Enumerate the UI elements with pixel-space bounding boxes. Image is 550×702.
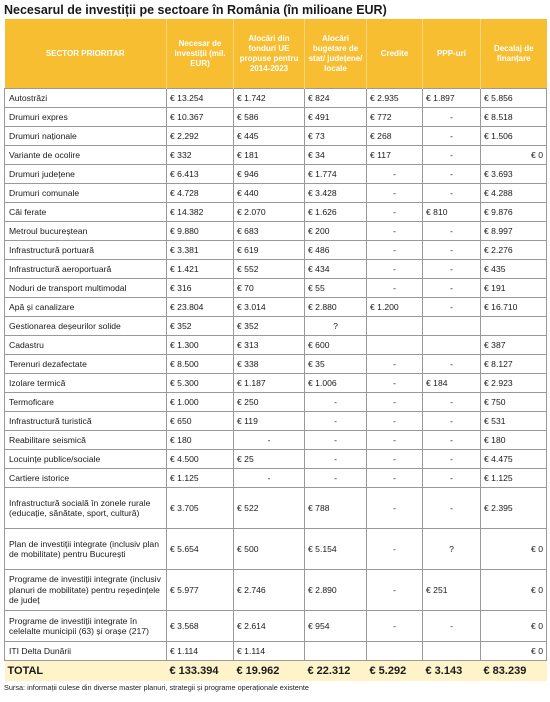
total-necesar: € 133.394: [167, 661, 234, 682]
table-row: [5, 260, 547, 279]
decalaj-cell: € 2.923: [481, 374, 547, 393]
buget-cell: € 824: [305, 89, 367, 108]
ue-cell: € 119: [234, 412, 305, 431]
buget-cell: € 788: [305, 488, 367, 529]
sector-cell: Programe de investiții integrate (inclusiv planuri de mobilitate) pentru reședințele de județ: [5, 570, 167, 611]
necesar-cell: € 3.705: [167, 488, 234, 529]
source-note: Sursa: informații culese din diverse master planuri, strategii și programe operaționale existente: [4, 683, 309, 692]
necesar-cell: € 650: [167, 412, 234, 431]
ppp-cell: -: [423, 412, 481, 431]
sector-cell: Locuințe publice/sociale: [5, 450, 167, 469]
header-buget: Alocări bugetare de stat/ județene/ locale: [305, 19, 367, 89]
credite-cell: -: [367, 412, 423, 431]
ppp-cell: -: [423, 108, 481, 127]
sector-cell: Infrastructură aeroportuară: [5, 260, 167, 279]
credite-cell: -: [367, 570, 423, 611]
decalaj-cell: € 0: [481, 611, 547, 642]
necesar-cell: € 14.382: [167, 203, 234, 222]
ue-cell: € 619: [234, 241, 305, 260]
sector-cell: Programe de investiții integrate în celelalte municipii (63) și orașe (217): [5, 611, 167, 642]
ue-cell: € 352: [234, 317, 305, 336]
buget-cell: € 2.880: [305, 298, 367, 317]
credite-cell: [367, 336, 423, 355]
ue-cell: € 946: [234, 165, 305, 184]
decalaj-cell: € 180: [481, 431, 547, 450]
necesar-cell: € 1.125: [167, 469, 234, 488]
decalaj-cell: € 9.876: [481, 203, 547, 222]
decalaj-cell: € 750: [481, 393, 547, 412]
table-header-row: [5, 19, 547, 89]
total-label: TOTAL: [5, 661, 167, 682]
ppp-cell: € 1.897: [423, 89, 481, 108]
sector-cell: Cadastru: [5, 336, 167, 355]
buget-cell: € 55: [305, 279, 367, 298]
credite-cell: -: [367, 529, 423, 570]
decalaj-cell: € 4.288: [481, 184, 547, 203]
sector-cell: Apă și canalizare: [5, 298, 167, 317]
investment-table: [4, 19, 547, 681]
credite-cell: -: [367, 260, 423, 279]
table-row: [5, 146, 547, 165]
buget-cell: € 1.774: [305, 165, 367, 184]
credite-cell: -: [367, 431, 423, 450]
decalaj-cell: € 0: [481, 570, 547, 611]
ppp-cell: -: [423, 611, 481, 642]
table-row: [5, 450, 547, 469]
ppp-cell: -: [423, 298, 481, 317]
ppp-cell: [423, 336, 481, 355]
decalaj-cell: € 8.127: [481, 355, 547, 374]
sector-cell: Termoficare: [5, 393, 167, 412]
ppp-cell: ?: [423, 529, 481, 570]
decalaj-cell: € 4.475: [481, 450, 547, 469]
decalaj-cell: € 531: [481, 412, 547, 431]
buget-cell: € 1.006: [305, 374, 367, 393]
necesar-cell: € 13.254: [167, 89, 234, 108]
ppp-cell: -: [423, 241, 481, 260]
ue-cell: € 683: [234, 222, 305, 241]
necesar-cell: € 6.413: [167, 165, 234, 184]
credite-cell: [367, 317, 423, 336]
buget-cell: € 600: [305, 336, 367, 355]
credite-cell: € 268: [367, 127, 423, 146]
buget-cell: € 1.626: [305, 203, 367, 222]
necesar-cell: € 9.880: [167, 222, 234, 241]
decalaj-cell: € 2.395: [481, 488, 547, 529]
table-body: [5, 89, 547, 661]
credite-cell: -: [367, 450, 423, 469]
ppp-cell: -: [423, 469, 481, 488]
necesar-cell: € 1.000: [167, 393, 234, 412]
table-row: [5, 529, 547, 570]
table-row: [5, 203, 547, 222]
buget-cell: € 5.154: [305, 529, 367, 570]
ue-cell: € 522: [234, 488, 305, 529]
ppp-cell: € 810: [423, 203, 481, 222]
table-row: [5, 570, 547, 611]
necesar-cell: € 1.114: [167, 642, 234, 661]
necesar-cell: € 23.804: [167, 298, 234, 317]
sector-cell: Infrastructură socială în zonele rurale (educație, sănătate, sport, cultură): [5, 488, 167, 529]
table-row: [5, 374, 547, 393]
header-necesar: Necesar de investiții (mil. EUR): [167, 19, 234, 89]
necesar-cell: € 8.500: [167, 355, 234, 374]
table-row: [5, 355, 547, 374]
credite-cell: -: [367, 241, 423, 260]
ue-cell: € 1.742: [234, 89, 305, 108]
ppp-cell: -: [423, 165, 481, 184]
ue-cell: € 250: [234, 393, 305, 412]
ue-cell: € 2.070: [234, 203, 305, 222]
decalaj-cell: € 3.693: [481, 165, 547, 184]
decalaj-cell: € 0: [481, 642, 547, 661]
decalaj-cell: € 0: [481, 146, 547, 165]
ppp-cell: -: [423, 260, 481, 279]
ue-cell: € 3.014: [234, 298, 305, 317]
credite-cell: -: [367, 165, 423, 184]
credite-cell: -: [367, 611, 423, 642]
decalaj-cell: € 191: [481, 279, 547, 298]
buget-cell: -: [305, 469, 367, 488]
credite-cell: -: [367, 374, 423, 393]
sector-cell: Izolare termică: [5, 374, 167, 393]
ue-cell: € 500: [234, 529, 305, 570]
buget-cell: € 434: [305, 260, 367, 279]
credite-cell: -: [367, 184, 423, 203]
buget-cell: € 491: [305, 108, 367, 127]
buget-cell: -: [305, 412, 367, 431]
sector-cell: Reabilitare seismică: [5, 431, 167, 450]
table-row: [5, 279, 547, 298]
ppp-cell: -: [423, 222, 481, 241]
credite-cell: -: [367, 279, 423, 298]
table-row: [5, 165, 547, 184]
total-ppp: € 3.143: [423, 661, 481, 682]
ue-cell: € 440: [234, 184, 305, 203]
sector-cell: Drumuri naționale: [5, 127, 167, 146]
table-row: [5, 298, 547, 317]
necesar-cell: € 332: [167, 146, 234, 165]
header-ppp: PPP-uri: [423, 19, 481, 89]
total-buget: € 22.312: [305, 661, 367, 682]
sector-cell: Drumuri comunale: [5, 184, 167, 203]
ue-cell: -: [234, 431, 305, 450]
necesar-cell: € 352: [167, 317, 234, 336]
ue-cell: € 181: [234, 146, 305, 165]
ppp-cell: -: [423, 431, 481, 450]
ue-cell: € 552: [234, 260, 305, 279]
table-row: [5, 241, 547, 260]
table-row: [5, 317, 547, 336]
sector-cell: Căi ferate: [5, 203, 167, 222]
necesar-cell: € 5.654: [167, 529, 234, 570]
decalaj-cell: € 387: [481, 336, 547, 355]
ue-cell: € 1.114: [234, 642, 305, 661]
table-row: [5, 184, 547, 203]
total-row: [5, 661, 547, 682]
decalaj-cell: € 16.710: [481, 298, 547, 317]
buget-cell: € 954: [305, 611, 367, 642]
ppp-cell: -: [423, 184, 481, 203]
necesar-cell: € 180: [167, 431, 234, 450]
necesar-cell: € 5.300: [167, 374, 234, 393]
table-row: [5, 393, 547, 412]
decalaj-cell: € 0: [481, 529, 547, 570]
ppp-cell: -: [423, 127, 481, 146]
sector-cell: Infrastructură portuară: [5, 241, 167, 260]
sector-cell: Drumuri județene: [5, 165, 167, 184]
credite-cell: € 1.200: [367, 298, 423, 317]
necesar-cell: € 2.292: [167, 127, 234, 146]
ppp-cell: [423, 642, 481, 661]
table-row: [5, 412, 547, 431]
buget-cell: -: [305, 450, 367, 469]
buget-cell: -: [305, 431, 367, 450]
necesar-cell: € 5.977: [167, 570, 234, 611]
buget-cell: € 73: [305, 127, 367, 146]
table-row: [5, 108, 547, 127]
credite-cell: -: [367, 488, 423, 529]
total-decalaj: € 83.239: [481, 661, 547, 682]
sector-cell: Infrastructură turistică: [5, 412, 167, 431]
table-row: [5, 488, 547, 529]
necesar-cell: € 3.381: [167, 241, 234, 260]
ue-cell: € 70: [234, 279, 305, 298]
buget-cell: € 3.428: [305, 184, 367, 203]
buget-cell: € 34: [305, 146, 367, 165]
sector-cell: Autostrăzi: [5, 89, 167, 108]
buget-cell: € 486: [305, 241, 367, 260]
sector-cell: Drumuri expres: [5, 108, 167, 127]
sector-cell: Cartiere istorice: [5, 469, 167, 488]
header-decalaj: Decalaj de finanțare: [481, 19, 547, 89]
ppp-cell: [423, 317, 481, 336]
table-row: [5, 336, 547, 355]
buget-cell: € 200: [305, 222, 367, 241]
sector-cell: Gestionarea deșeurilor solide: [5, 317, 167, 336]
buget-cell: -: [305, 393, 367, 412]
ue-cell: € 2.746: [234, 570, 305, 611]
table-row: [5, 222, 547, 241]
ue-cell: € 586: [234, 108, 305, 127]
header-sector: SECTOR PRIORITAR: [5, 19, 167, 89]
ue-cell: € 445: [234, 127, 305, 146]
credite-cell: -: [367, 355, 423, 374]
decalaj-cell: € 1.506: [481, 127, 547, 146]
decalaj-cell: € 8.997: [481, 222, 547, 241]
necesar-cell: € 1.421: [167, 260, 234, 279]
ppp-cell: -: [423, 393, 481, 412]
buget-cell: € 35: [305, 355, 367, 374]
ue-cell: € 2.614: [234, 611, 305, 642]
ue-cell: € 338: [234, 355, 305, 374]
sector-cell: Variante de ocolire: [5, 146, 167, 165]
table-row: [5, 642, 547, 661]
buget-cell: [305, 642, 367, 661]
ppp-cell: -: [423, 279, 481, 298]
decalaj-cell: € 435: [481, 260, 547, 279]
ppp-cell: € 251: [423, 570, 481, 611]
ue-cell: € 25: [234, 450, 305, 469]
sector-cell: Plan de investiții integrate (inclusiv plan de mobilitate) pentru București: [5, 529, 167, 570]
total-ue: € 19.962: [234, 661, 305, 682]
ppp-cell: € 184: [423, 374, 481, 393]
necesar-cell: € 10.367: [167, 108, 234, 127]
credite-cell: € 2.935: [367, 89, 423, 108]
ue-cell: -: [234, 469, 305, 488]
credite-cell: -: [367, 203, 423, 222]
ue-cell: € 1.187: [234, 374, 305, 393]
credite-cell: -: [367, 393, 423, 412]
sector-cell: Noduri de transport multimodal: [5, 279, 167, 298]
table-row: [5, 89, 547, 108]
sector-cell: Metroul bucureștean: [5, 222, 167, 241]
ppp-cell: -: [423, 355, 481, 374]
necesar-cell: € 4.728: [167, 184, 234, 203]
header-credite: Credite: [367, 19, 423, 89]
page-title: Necesarul de investiții pe sectoare în România (în milioane EUR): [4, 3, 387, 17]
total-credite: € 5.292: [367, 661, 423, 682]
sector-cell: Terenuri dezafectate: [5, 355, 167, 374]
ppp-cell: -: [423, 146, 481, 165]
credite-cell: € 117: [367, 146, 423, 165]
credite-cell: -: [367, 222, 423, 241]
sector-cell: ITI Delta Dunării: [5, 642, 167, 661]
table-row: [5, 469, 547, 488]
decalaj-cell: € 2.276: [481, 241, 547, 260]
credite-cell: € 772: [367, 108, 423, 127]
ppp-cell: -: [423, 488, 481, 529]
ppp-cell: -: [423, 450, 481, 469]
necesar-cell: € 1.300: [167, 336, 234, 355]
necesar-cell: € 316: [167, 279, 234, 298]
decalaj-cell: [481, 317, 547, 336]
credite-cell: [367, 642, 423, 661]
credite-cell: -: [367, 469, 423, 488]
table-row: [5, 431, 547, 450]
buget-cell: ?: [305, 317, 367, 336]
necesar-cell: € 4.500: [167, 450, 234, 469]
decalaj-cell: € 1.125: [481, 469, 547, 488]
necesar-cell: € 3.568: [167, 611, 234, 642]
buget-cell: € 2.890: [305, 570, 367, 611]
table-row: [5, 127, 547, 146]
decalaj-cell: € 5.856: [481, 89, 547, 108]
decalaj-cell: € 8.518: [481, 108, 547, 127]
ue-cell: € 313: [234, 336, 305, 355]
table-row: [5, 611, 547, 642]
header-ue: Alocări din fonduri UE propuse pentru 2014-2023: [234, 19, 305, 89]
